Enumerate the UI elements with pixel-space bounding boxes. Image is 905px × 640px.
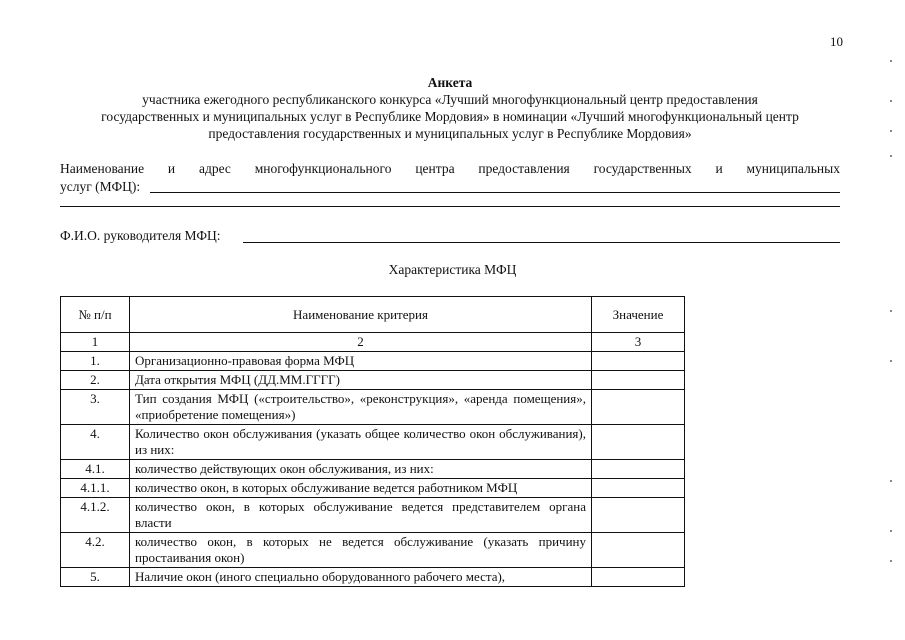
director-field-label: Ф.И.О. руководителя МФЦ:	[60, 228, 221, 243]
criteria-table	[60, 296, 685, 587]
row-value-cell[interactable]	[592, 533, 685, 568]
row-num: 4.1.	[61, 460, 130, 479]
header-block	[55, 74, 845, 142]
table-row	[61, 533, 685, 568]
row-criterion: Наличие окон (иного специально оборудованного рабочего места),	[130, 568, 592, 587]
header-criterion: Наименование критерия	[130, 297, 592, 333]
row-criterion: количество окон, в которых обслуживание ведется работником МФЦ	[130, 479, 592, 498]
section-title: Характеристика МФЦ	[388, 262, 517, 277]
row-num: 4.2.	[61, 533, 130, 568]
name-field-label: Наименование и адрес многофункционального центра предоставления государственных и муниципальных	[60, 161, 840, 176]
row-value-cell[interactable]	[592, 479, 685, 498]
row-criterion: Организационно-правовая форма МФЦ	[130, 352, 592, 371]
row-value-cell[interactable]	[592, 568, 685, 587]
subtitle-line-3: предоставления государственных и муниципальных услуг в Республике Мордовия»	[208, 126, 692, 141]
row-value-cell[interactable]	[592, 425, 685, 460]
table-row	[61, 390, 685, 425]
page-number: 10	[830, 34, 843, 49]
row-criterion: количество окон, в которых обслуживание ведется представителем органа власти	[130, 498, 592, 533]
table-row	[61, 498, 685, 533]
table-row	[61, 352, 685, 371]
row-criterion: Тип создания МФЦ («строительство», «реконструкция», «аренда помещения», «приобретение помещения»)	[130, 390, 592, 425]
table-row	[61, 479, 685, 498]
table-header-row	[61, 297, 685, 333]
row-num: 4.	[61, 425, 130, 460]
row-value-cell[interactable]	[592, 460, 685, 479]
table-row	[61, 460, 685, 479]
row-value-cell[interactable]	[592, 390, 685, 425]
header-value: Значение	[592, 297, 685, 333]
row-num: 3.	[61, 390, 130, 425]
row-criterion: количество окон, в которых не ведется обслуживание (указать причину простаивания окон)	[130, 533, 592, 568]
row-num: 5.	[61, 568, 130, 587]
row-criterion: Количество окон обслуживания (указать общее количество окон обслуживания), из них:	[130, 425, 592, 460]
director-field-input-line[interactable]	[243, 226, 840, 243]
document-title: Анкета	[427, 75, 473, 90]
table-index-row: 1 2 3	[61, 333, 685, 352]
scan-edge-marks	[888, 60, 894, 620]
name-field-input-line-2[interactable]	[60, 190, 840, 207]
row-num: 4.1.2.	[61, 498, 130, 533]
table-row	[61, 425, 685, 460]
row-value-cell[interactable]	[592, 352, 685, 371]
name-field-continuation: услуг (МФЦ):	[60, 179, 141, 194]
subtitle-line-1: участника ежегодного республиканского конкурса «Лучший многофункциональный центр предоставления	[142, 92, 758, 107]
row-value-cell[interactable]	[592, 371, 685, 390]
row-num: 2.	[61, 371, 130, 390]
row-value-cell[interactable]	[592, 498, 685, 533]
table-row	[61, 568, 685, 587]
row-num: 1.	[61, 352, 130, 371]
subtitle-line-2: государственных и муниципальных услуг в Республике Мордовия» в номинации «Лучший многофункциональный центр	[101, 109, 799, 124]
header-num: № п/п	[61, 297, 130, 333]
row-criterion: Дата открытия МФЦ (ДД.ММ.ГГГГ)	[130, 371, 592, 390]
row-num: 4.1.1.	[61, 479, 130, 498]
table-row	[61, 371, 685, 390]
row-criterion: количество действующих окон обслуживания, из них:	[130, 460, 592, 479]
